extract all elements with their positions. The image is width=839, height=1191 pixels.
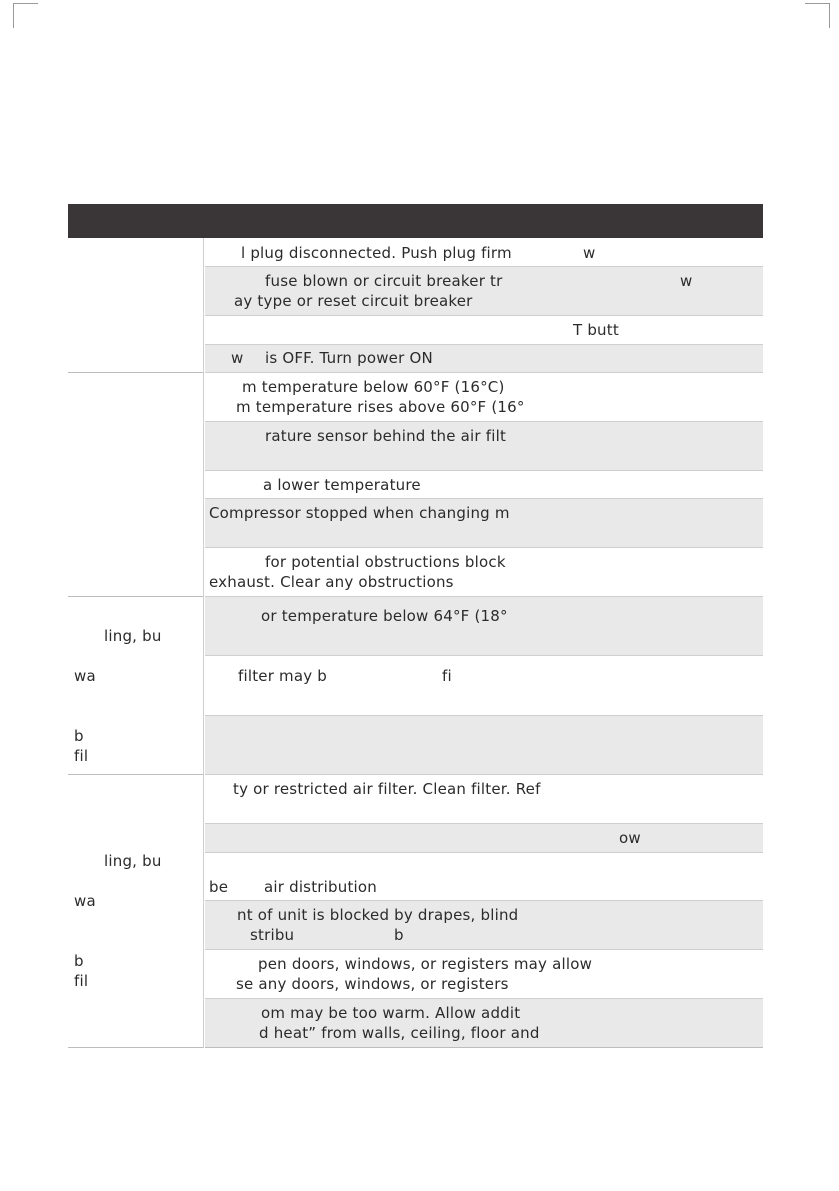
table-header-bar	[68, 204, 763, 238]
solution-cell	[205, 716, 763, 775]
problem-cell-1	[68, 238, 204, 373]
solution-cell	[205, 656, 763, 716]
solution-text: stribu	[250, 926, 295, 944]
solution-text: pen doors, windows, or registers may allow	[258, 955, 593, 973]
solution-text: be	[209, 878, 229, 896]
solution-text: rature sensor behind the air filt	[265, 427, 507, 445]
solution-text: fuse blown or circuit breaker tr	[265, 272, 503, 290]
solution-cell	[205, 950, 763, 999]
solution-text: se any doors, windows, or registers	[236, 975, 509, 993]
solution-text: m temperature rises above 60°F (16°	[236, 398, 525, 416]
solution-text: ow	[619, 829, 641, 847]
solution-text: w	[680, 272, 693, 290]
solution-text: om may be too warm. Allow addit	[261, 1004, 521, 1022]
solution-text: or temperature below 64°F (18°	[261, 607, 508, 625]
solution-cell	[205, 597, 763, 656]
solution-text: is OFF. Turn power ON	[265, 349, 433, 367]
solution-text: T butt	[573, 321, 619, 339]
solution-text: d heat” from walls, ceiling, floor and	[259, 1024, 540, 1042]
solution-cell	[205, 422, 763, 471]
solution-text: b	[394, 926, 404, 944]
problem-cell-4	[68, 775, 204, 1048]
solution-cell	[205, 471, 763, 499]
solution-cell	[205, 824, 763, 853]
problem-text: b	[74, 727, 84, 745]
problem-text: ling, bu	[104, 852, 162, 870]
solution-text: Compressor stopped when changing m	[209, 504, 510, 522]
solution-cell	[205, 775, 763, 824]
solution-cell	[205, 901, 763, 950]
problem-text: ling, bu	[104, 627, 162, 645]
problem-text: fil	[74, 972, 89, 990]
solution-cell	[205, 316, 763, 345]
problem-cell-2	[68, 373, 204, 597]
problem-text: fil	[74, 747, 89, 765]
solution-text: nt of unit is blocked by drapes, blind	[237, 906, 519, 924]
solution-text: for potential obstructions block	[265, 553, 506, 571]
problem-cell-3	[68, 597, 204, 775]
solution-cell	[205, 499, 763, 548]
solution-text: exhaust. Clear any obstructions	[209, 573, 454, 591]
solution-text: m temperature below 60°F (16°C)	[242, 378, 505, 396]
solution-text: l plug disconnected. Push plug firm	[241, 244, 512, 262]
solution-text: a lower temperature	[263, 476, 421, 494]
solution-text: w	[583, 244, 596, 262]
solution-text: w	[231, 349, 244, 367]
crop-mark-top-right	[805, 3, 830, 28]
solution-cell	[205, 238, 763, 267]
solution-text: fi	[442, 667, 452, 685]
solution-text: filter may b	[238, 667, 328, 685]
solution-text: air distribution	[264, 878, 377, 896]
solution-cell	[205, 373, 763, 422]
crop-mark-top-left	[13, 3, 38, 28]
solution-cell	[205, 853, 763, 901]
solution-cell	[205, 267, 763, 316]
solution-cell	[205, 548, 763, 597]
solution-cell	[205, 345, 763, 373]
problem-text: wa	[74, 892, 96, 910]
solution-cell	[205, 999, 763, 1048]
solution-text: ay type or reset circuit breaker	[234, 292, 473, 310]
problem-text: wa	[74, 667, 96, 685]
solution-text: ty or restricted air filter. Clean filter. Ref	[233, 780, 541, 798]
problem-text: b	[74, 952, 84, 970]
